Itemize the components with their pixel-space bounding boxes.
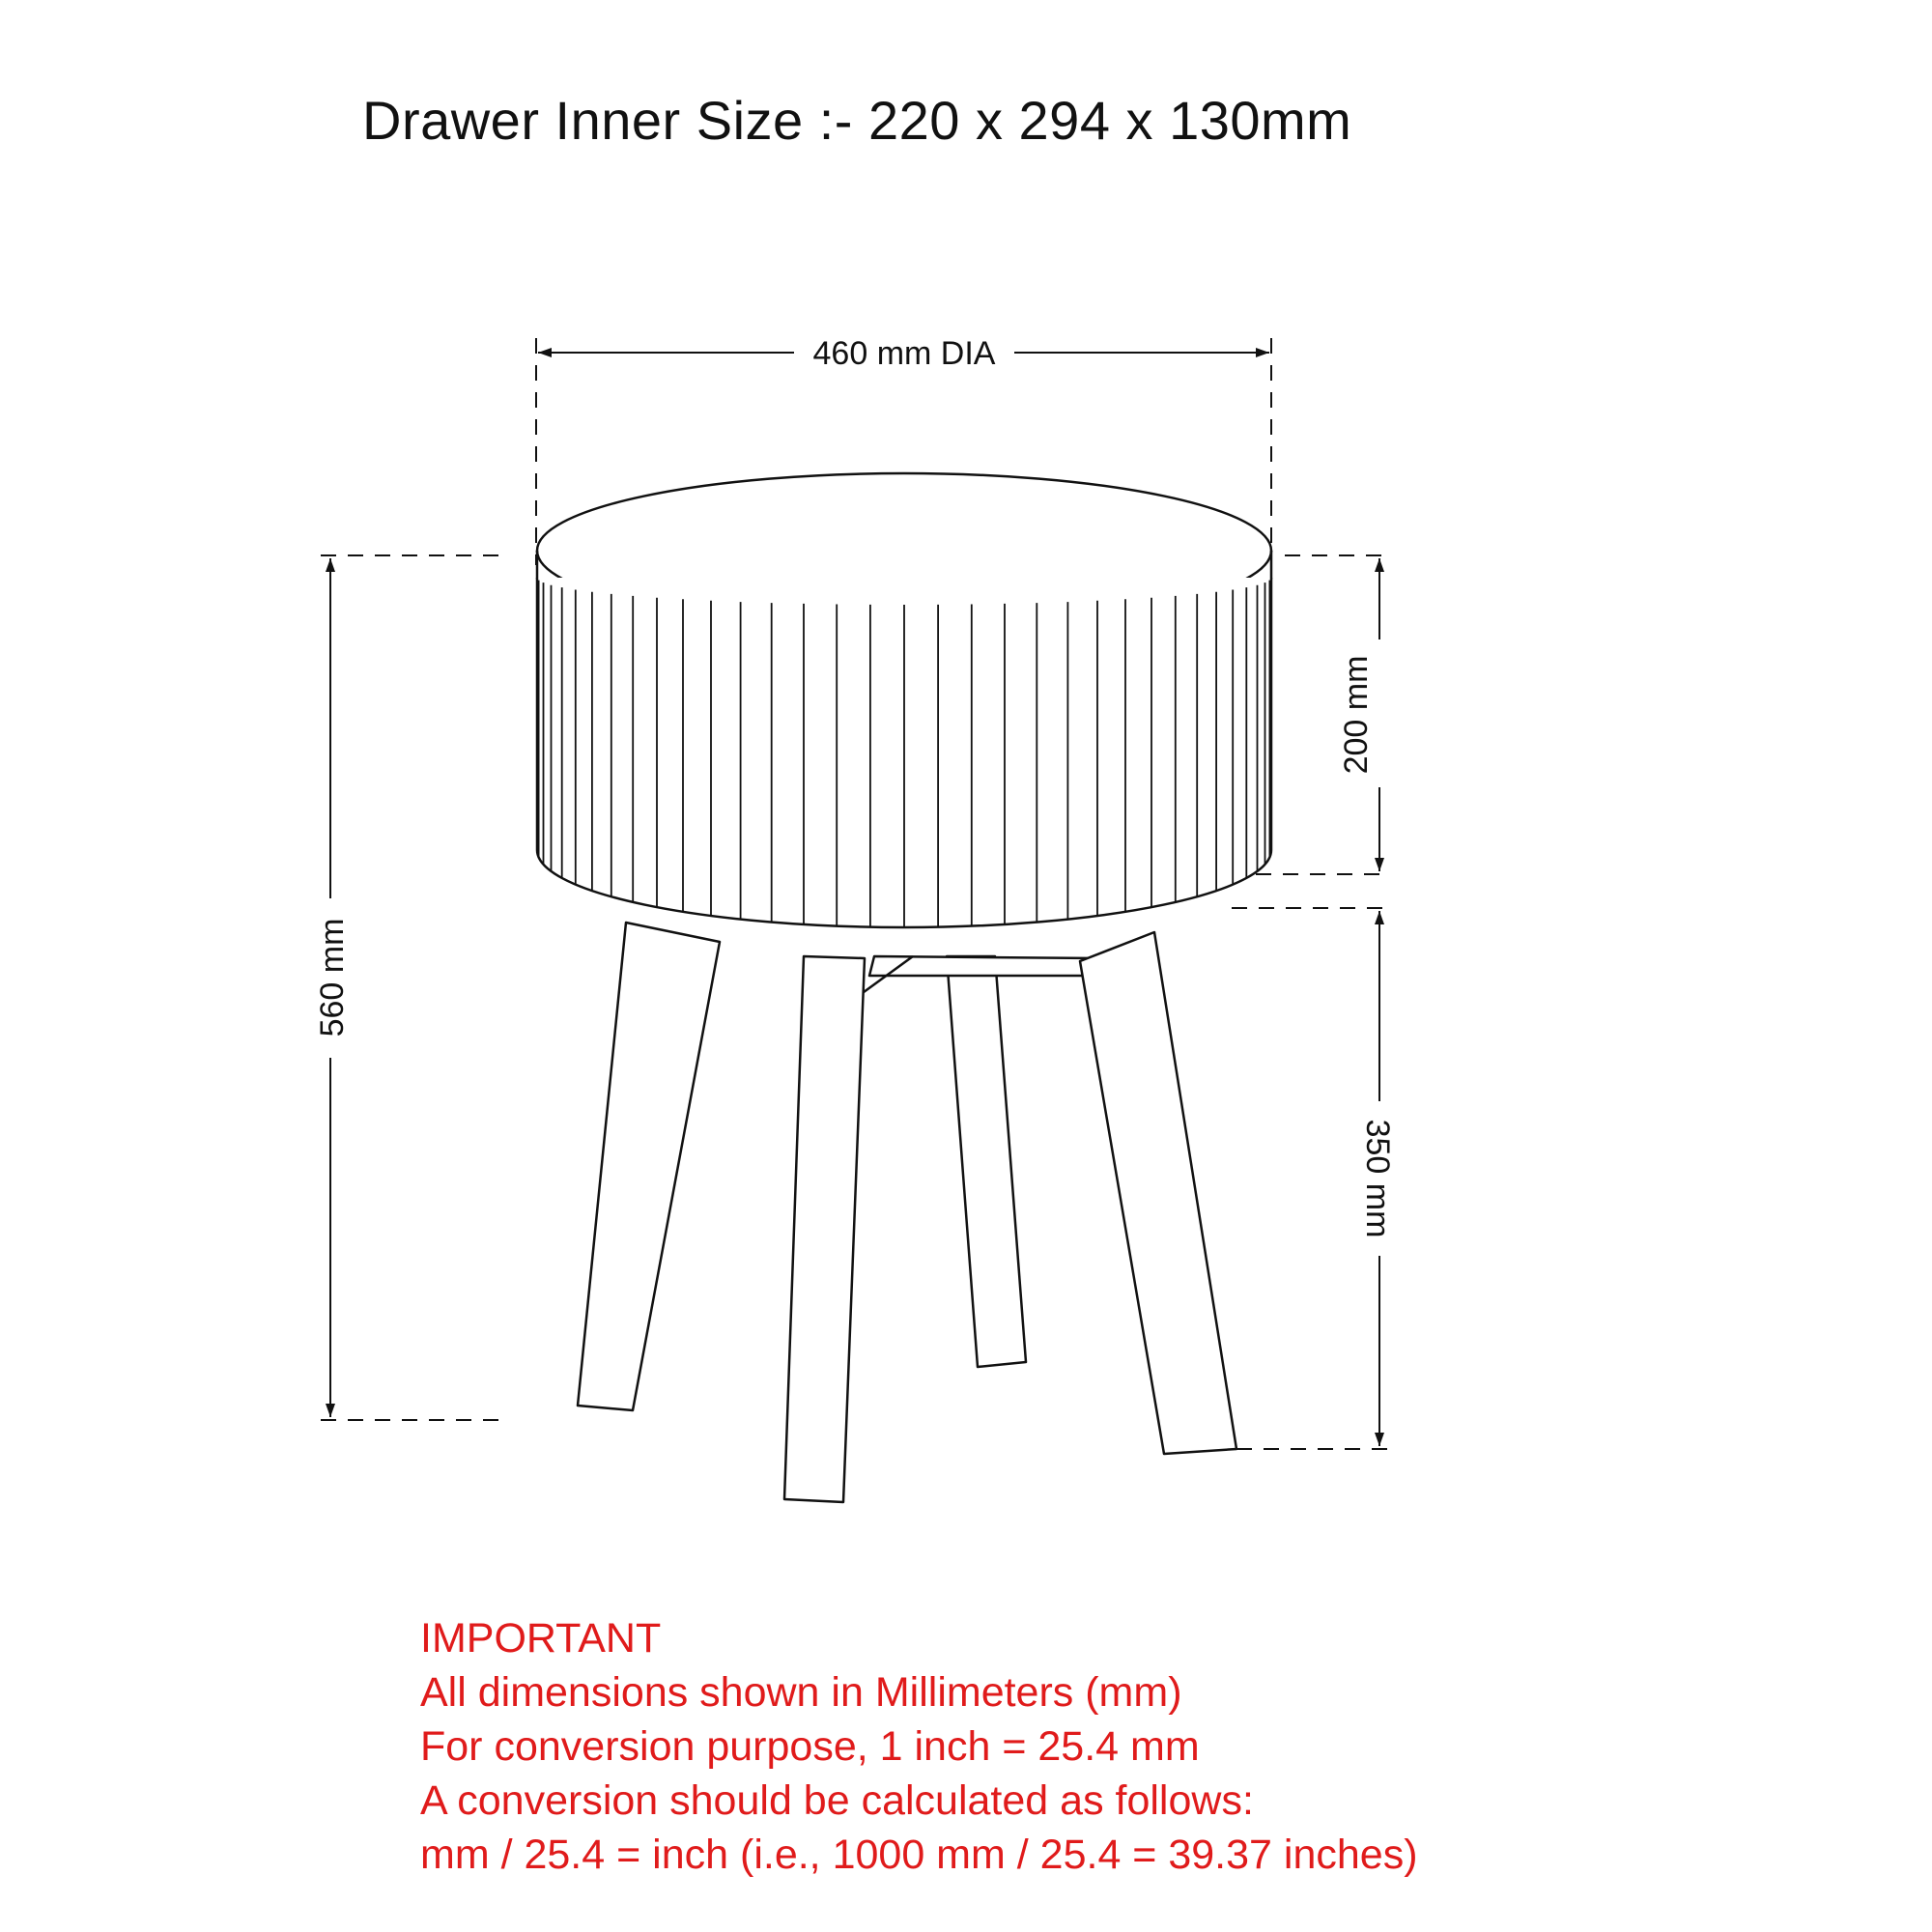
diameter-label: 460 mm DIA (812, 335, 996, 372)
drawer-inner-size-title: Drawer Inner Size :- 220 x 294 x 130mm (362, 90, 1352, 151)
important-notes (420, 1611, 1418, 1882)
leg-back (947, 956, 1026, 1367)
leg-left (578, 923, 720, 1410)
leg-cross-brace (869, 956, 1103, 976)
table-legs (578, 923, 1236, 1502)
drawer-height-label: 200 mm (1338, 655, 1375, 775)
notes-line-2: For conversion purpose, 1 inch = 25.4 mm (420, 1723, 1200, 1770)
drum-body (537, 578, 1271, 927)
leg-height-label: 350 mm (1359, 1119, 1396, 1238)
leg-right (1080, 932, 1236, 1454)
notes-line-3: A conversion should be calculated as follows: (420, 1777, 1254, 1824)
notes-line-4: mm / 25.4 = inch (i.e., 1000 mm / 25.4 = 39.37 inches) (420, 1832, 1418, 1878)
notes-heading: IMPORTANT (420, 1615, 662, 1662)
notes-line-1: All dimensions shown in Millimeters (mm) (420, 1669, 1182, 1716)
total-height-label: 560 mm (314, 918, 351, 1037)
leg-front (784, 956, 865, 1502)
